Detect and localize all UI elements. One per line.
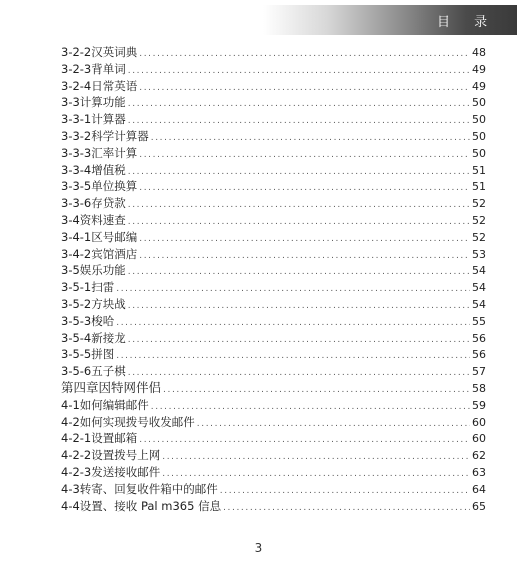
- toc-entry-number: 3-3: [61, 95, 80, 110]
- page-number: 3: [254, 541, 263, 555]
- toc-entry-page: 50: [472, 129, 486, 143]
- toc-entry-page: 52: [472, 230, 486, 244]
- toc-entry-page: 52: [472, 213, 486, 227]
- toc-entry[interactable]: [61, 229, 486, 246]
- toc-entry-title: 五子棋: [91, 364, 126, 379]
- dot-leader: [116, 315, 470, 332]
- toc-entry-number: 3-4-1: [61, 229, 92, 244]
- dot-leader: [116, 281, 470, 298]
- dot-leader: [128, 264, 470, 281]
- dot-leader: [151, 399, 470, 416]
- toc-entry[interactable]: [61, 447, 486, 464]
- dot-leader: [128, 332, 470, 349]
- toc-entry-number: 3-3-4: [61, 162, 92, 177]
- toc-entry[interactable]: [61, 380, 486, 397]
- dot-leader: [139, 147, 470, 164]
- toc-entry-page: 63: [472, 465, 486, 479]
- toc-entry[interactable]: [61, 44, 486, 61]
- toc-entry-title: 宾馆酒店: [91, 246, 138, 261]
- toc-entry-title: 单位换算: [91, 179, 138, 194]
- toc-entry[interactable]: [61, 397, 486, 414]
- toc-entry[interactable]: [61, 498, 486, 515]
- toc-entry[interactable]: [61, 111, 486, 128]
- dot-leader: [128, 96, 470, 113]
- toc-entry-title: 设置拨号上网: [91, 448, 161, 463]
- dot-leader: [116, 348, 470, 365]
- toc-entry-title: 汉英词典: [91, 45, 138, 59]
- toc-entry-page: 54: [472, 297, 486, 311]
- toc-entry-title: 资料速查: [79, 212, 126, 227]
- toc-entry-title: 梭哈: [91, 313, 115, 328]
- toc-entry-number: 3-2-3: [61, 61, 92, 76]
- toc-entry-page: 51: [472, 180, 486, 194]
- toc-entry-title: 日常英语: [91, 78, 138, 93]
- dot-leader: [128, 63, 470, 80]
- toc-entry-number: 3-5-6: [61, 364, 92, 379]
- toc-entry-number: 3-3-5: [61, 179, 92, 194]
- toc-entry-number: 3-5-2: [61, 296, 92, 311]
- dot-leader: [128, 214, 470, 231]
- toc-entry-title: 区号邮编: [91, 229, 138, 244]
- toc-entry-page: 51: [472, 163, 486, 177]
- toc-entry-page: 58: [472, 381, 486, 395]
- toc-entry[interactable]: [61, 128, 486, 145]
- toc-entry-page: 50: [472, 146, 486, 160]
- toc-entry-number: 3-5-4: [61, 330, 92, 345]
- toc-entry-title: 设置邮箱: [91, 431, 138, 446]
- toc-entry-title: 如何实现拨号收发邮件: [79, 414, 195, 429]
- toc-entry-title: 如何编辑邮件: [79, 397, 149, 412]
- toc-entry[interactable]: [61, 346, 486, 363]
- toc-entry-number: 3-3-1: [61, 112, 92, 127]
- toc-entry-page: 65: [472, 499, 486, 513]
- toc-entry[interactable]: [61, 363, 486, 380]
- dot-leader: [163, 382, 470, 399]
- toc-entry[interactable]: [61, 178, 486, 195]
- toc-entry-page: 52: [472, 197, 486, 211]
- toc-entry-title: 背单词: [91, 61, 126, 76]
- toc-entry-title: 增值税: [91, 162, 126, 177]
- dot-leader: [139, 248, 470, 265]
- toc-entry-page: 60: [472, 415, 486, 429]
- toc-entry-number: 3-3-3: [61, 145, 92, 160]
- toc-heading: 目 录: [437, 15, 498, 30]
- toc-entry-page: 55: [472, 314, 486, 328]
- dot-leader: [128, 365, 470, 382]
- toc-entry-page: 60: [472, 432, 486, 446]
- toc-entry-number: 4-2: [61, 414, 80, 429]
- toc-entry-title: 扫雷: [91, 280, 115, 295]
- toc-entry-page: 59: [472, 398, 486, 412]
- toc-entry-number: 3-3-2: [61, 128, 92, 143]
- toc-entry-number: 3-5-1: [61, 280, 92, 295]
- toc-entry[interactable]: [61, 94, 486, 111]
- toc-entry-title: 方块战: [91, 296, 126, 311]
- dot-leader: [128, 164, 470, 181]
- toc-entry[interactable]: [61, 78, 486, 95]
- toc-entry-title: 新接龙: [91, 330, 126, 345]
- toc-entry-title: 拼图: [91, 347, 115, 362]
- dot-leader: [162, 449, 470, 466]
- dot-leader: [220, 483, 470, 500]
- dot-leader: [139, 46, 470, 63]
- toc-entry-page: 62: [472, 449, 486, 463]
- toc-entry-number: 3-2-2: [61, 45, 92, 59]
- toc-entry-title: 科学计算器: [91, 128, 149, 143]
- toc-entry-page: 49: [472, 79, 486, 93]
- toc-entry-page: 64: [472, 482, 486, 496]
- dot-leader: [139, 231, 470, 248]
- toc-entry[interactable]: [61, 262, 486, 279]
- toc-entry[interactable]: [61, 145, 486, 162]
- toc-entry-title: 计算功能: [79, 95, 126, 110]
- toc-entry-number: 3-4: [61, 212, 80, 227]
- toc-entry-number: 3-5: [61, 263, 80, 278]
- toc-entry-page: 48: [472, 46, 486, 59]
- toc-entry-page: 54: [472, 264, 486, 278]
- toc-entry[interactable]: [61, 246, 486, 263]
- toc-entry-title: 汇率计算: [91, 145, 138, 160]
- toc-entry[interactable]: [61, 296, 486, 313]
- toc-entry-page: 50: [472, 96, 486, 110]
- toc-entry-title: 转寄、回复收件箱中的邮件: [79, 481, 218, 496]
- toc-entry-number: 4-3: [61, 481, 80, 496]
- toc-entry[interactable]: [61, 162, 486, 179]
- toc-entry-page: 50: [472, 113, 486, 127]
- toc-entry-number: 3-4-2: [61, 246, 92, 261]
- toc-entry[interactable]: [61, 212, 486, 229]
- toc-entry-page: 53: [472, 247, 486, 261]
- toc-entry[interactable]: [61, 481, 486, 498]
- toc-entry[interactable]: [61, 61, 486, 78]
- toc-entry[interactable]: [61, 313, 486, 330]
- dot-leader: [128, 113, 470, 130]
- dot-leader: [128, 298, 470, 315]
- toc-entry[interactable]: [61, 195, 486, 212]
- toc-entry-number: 4-1: [61, 397, 80, 412]
- dot-leader: [139, 80, 470, 97]
- toc-entry-number: 4-2-1: [61, 431, 92, 446]
- toc-entry-number: 第四章: [61, 379, 99, 395]
- toc-entry-title: 娱乐功能: [79, 263, 126, 278]
- dot-leader: [128, 197, 470, 214]
- toc-entry[interactable]: [61, 330, 486, 347]
- toc-entry-number: 3-2-4: [61, 78, 92, 93]
- dot-leader: [139, 180, 470, 197]
- toc-entry-page: 54: [472, 281, 486, 295]
- toc-entry-title: 存贷款: [91, 196, 126, 211]
- toc-entry-number: 3-5-5: [61, 347, 92, 362]
- toc-entry-title: 设置、接收 Pal m365 信息: [79, 498, 222, 513]
- toc-entry-page: 57: [472, 365, 486, 379]
- toc-entry[interactable]: [61, 279, 486, 296]
- dot-leader: [223, 500, 470, 517]
- table-of-contents: [61, 44, 486, 514]
- dot-leader: [197, 416, 470, 433]
- toc-entry-title: 因特网伴侣: [98, 379, 162, 395]
- toc-entry-number: 4-2-3: [61, 464, 92, 479]
- toc-entry-number: 3-5-3: [61, 313, 92, 328]
- toc-entry[interactable]: [61, 430, 486, 447]
- toc-entry-number: 4-4: [61, 498, 80, 513]
- toc-entry-page: 56: [472, 331, 486, 345]
- toc-entry-number: 3-3-6: [61, 196, 92, 211]
- toc-entry[interactable]: [61, 414, 486, 431]
- toc-entry-page: 56: [472, 348, 486, 362]
- toc-entry[interactable]: [61, 464, 486, 481]
- dot-leader: [139, 432, 470, 449]
- toc-entry-title: 发送接收邮件: [91, 464, 161, 479]
- toc-entry-title: 计算器: [91, 112, 126, 127]
- dot-leader: [151, 130, 470, 147]
- toc-entry-page: 49: [472, 62, 486, 76]
- toc-entry-number: 4-2-2: [61, 448, 92, 463]
